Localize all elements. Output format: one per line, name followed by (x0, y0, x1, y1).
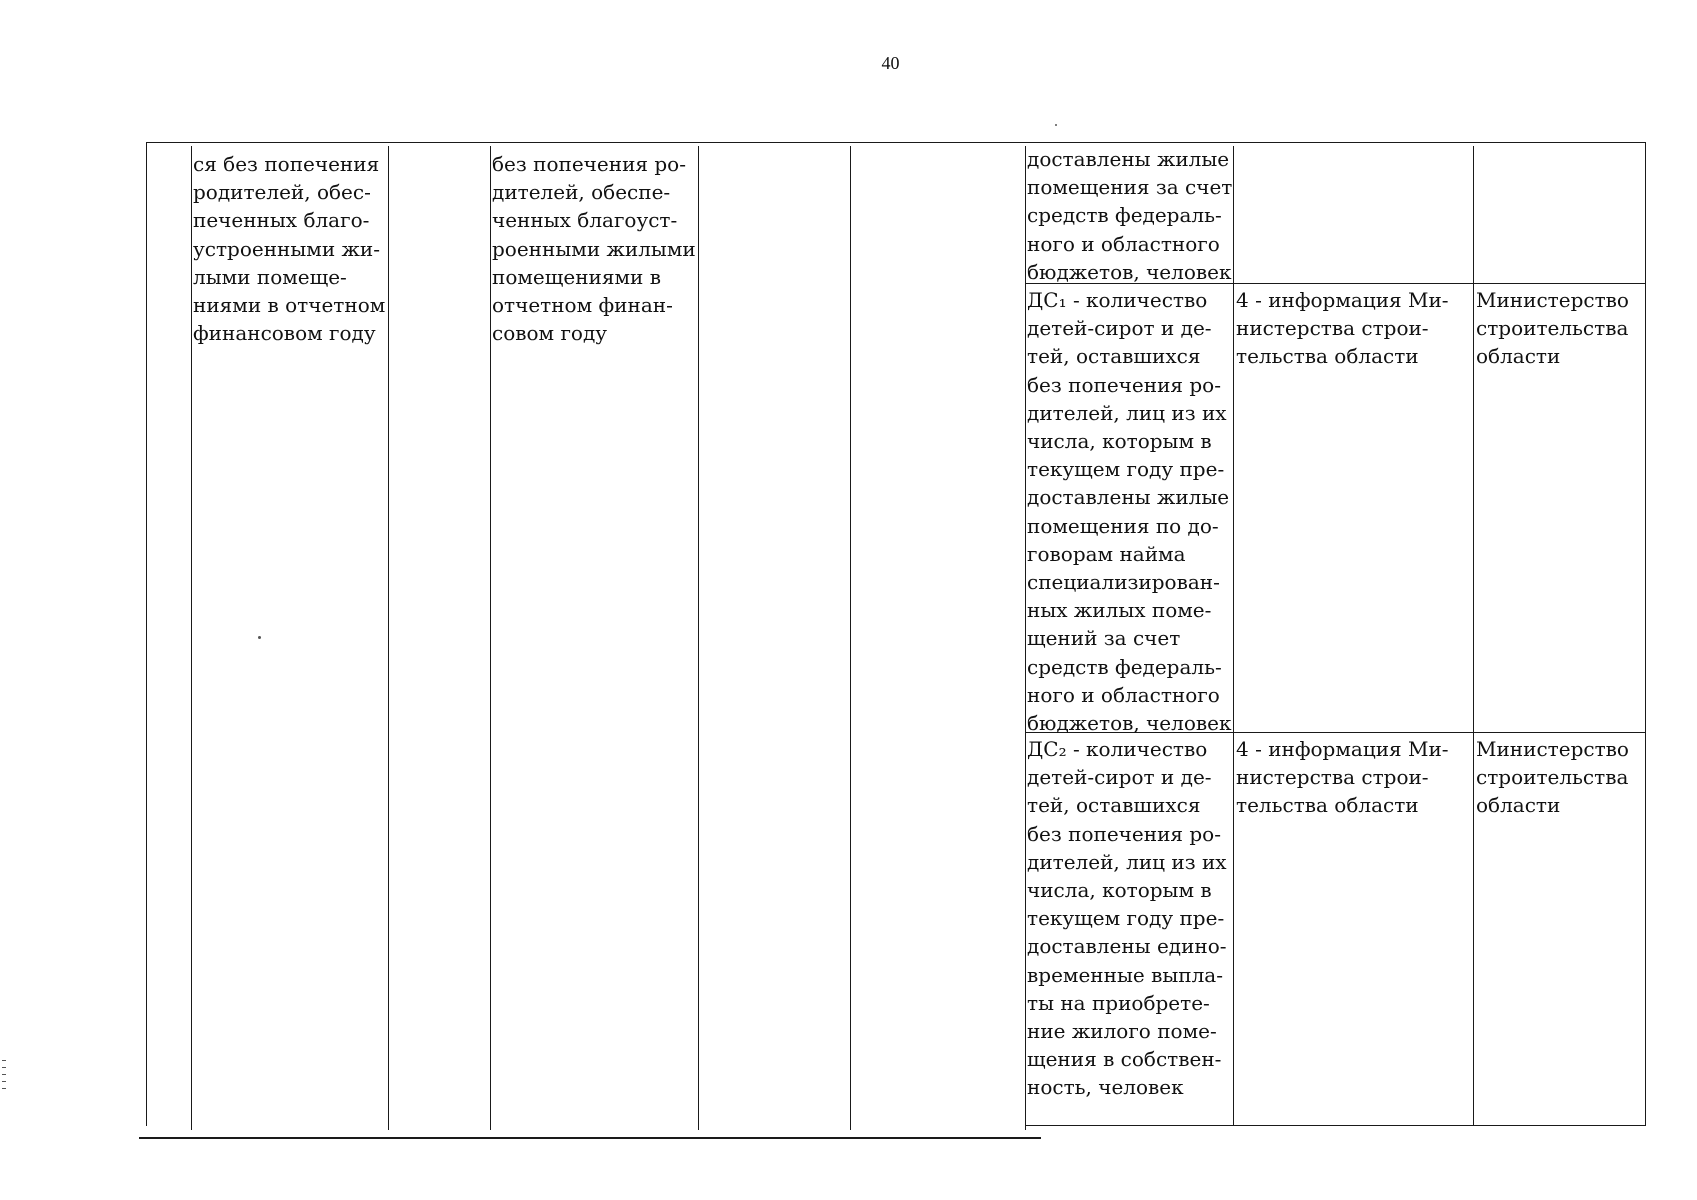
table-top-border (146, 142, 1646, 143)
cell-source-ds1: 4 - информация Ми- нистерства строи- тельства области (1236, 288, 1449, 369)
scan-speck (1055, 124, 1057, 126)
cell-indicator-continued: доставлены жилые помещения за счет средств федераль- ного и областного бюджетов, человек (1027, 147, 1233, 284)
cell-indicator-ds2: ДС₂ - количество детей-сирот и де- тей, оставшихся без попечения ро- дителей, лиц из их числа, которым в текущем году пре- доставлены едино- временные выпла- ты на приобрете- ние жилого поме- щения в собствен- ность, человек (1027, 737, 1227, 1100)
scan-speck (258, 636, 261, 639)
col-line-5 (698, 146, 699, 1130)
col-line-3 (388, 146, 389, 1130)
col-line-10 (1645, 142, 1646, 1126)
col-line-2 (191, 146, 192, 1130)
margin-marks (2, 1060, 6, 1110)
cell-target-description-continued: без попечения ро- дителей, обеспе- ченных благоуст- роенными жилыми помещениями в отчетном финан- совом году (492, 152, 696, 346)
cell-responsible-ds2: Министерство строительства области (1476, 737, 1629, 818)
cell-recipient-count-continued: ся без попечения родителей, обес- печенных благо- устроенными жи- лыми помеще- ниями в отчетном финансовом году (193, 152, 386, 346)
cell-source-ds2: 4 - информация Ми- нистерства строи- тельства области (1236, 737, 1449, 818)
col-line-9 (1473, 146, 1474, 1126)
col-line-1 (146, 142, 147, 1126)
cell-responsible-ds1: Министерство строительства области (1476, 288, 1629, 369)
col-line-4 (490, 146, 491, 1130)
page-number: 40 (881, 53, 900, 73)
col-line-8 (1233, 146, 1234, 1126)
col-line-7 (1025, 146, 1026, 1130)
cell-indicator-ds1: ДС₁ - количество детей-сирот и де- тей, оставшихся без попечения ро- дителей, лиц из их числа, которым в текущем году пре- доставлены жилые помещения по до- говорам найма специализирован- ных жилых поме- щений за счет средств федераль- ного и областного бюджетов, человек (1027, 288, 1232, 736)
col-line-6 (850, 146, 851, 1130)
bottom-rule (139, 1137, 1041, 1139)
row-bottom-right (1025, 1125, 1646, 1126)
